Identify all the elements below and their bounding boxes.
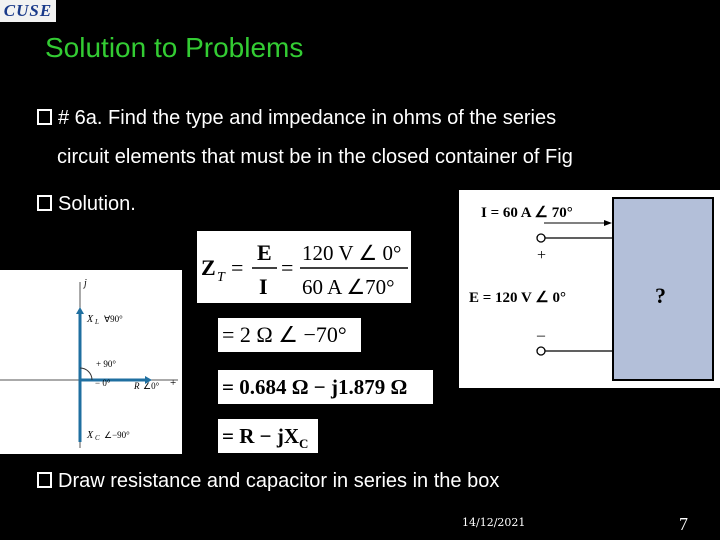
equation-polar: = 2 Ω ∠ −70° [218, 318, 361, 352]
problem-line2: circuit elements that must be in the closed container of Fig [57, 146, 573, 168]
phasor-diagram [0, 270, 182, 454]
r-angle: ∠0° [143, 381, 160, 391]
svg-text:=: = [281, 255, 294, 280]
zt-label: Z [201, 255, 216, 280]
logo-text: CUSE [3, 1, 53, 20]
zt-sub: T [217, 270, 225, 285]
plus90-label: + 90° [96, 359, 116, 369]
current-label: I = 60 A ∠ 70° [481, 205, 573, 221]
xc-sub: C [95, 434, 100, 442]
bullet-solution [37, 193, 136, 216]
line4-text: = R − jX [222, 424, 300, 448]
bullet-problem [37, 107, 556, 130]
phasor-plus: + [170, 377, 177, 389]
xc-angle: ∠−90° [104, 430, 130, 440]
bullet-box-icon [37, 472, 52, 488]
logo [0, 0, 56, 22]
problem-line1: # 6a. Find the type and impedance in ohms of the series [58, 107, 557, 129]
r-label: R [134, 381, 140, 391]
equation-r-jxc [218, 419, 318, 453]
xl-angle: ∀90° [104, 314, 123, 324]
solution-label: Solution. [58, 193, 136, 215]
unknown-symbol: ? [655, 283, 666, 308]
xc-label: X [87, 430, 94, 441]
voltage-label: E = 120 V ∠ 0° [469, 290, 567, 306]
plus-terminal: + [537, 247, 547, 264]
j-axis-label: j [84, 278, 87, 289]
minus-terminal: – [537, 327, 545, 344]
page-number: 7 [679, 514, 688, 534]
den-value: 60 A ∠70° [302, 275, 395, 299]
num-value: 120 V ∠ 0° [302, 241, 402, 265]
footer-date: 14/12/2021 [462, 516, 526, 529]
num-e: E [257, 240, 272, 265]
slide-title: Solution to Problems [45, 32, 304, 63]
xl-label: X [87, 314, 94, 325]
equation-zt [197, 231, 411, 303]
svg-text:=: = [231, 255, 244, 280]
bullet-draw [37, 470, 499, 493]
xl-sub: L [95, 318, 99, 326]
minus-deg-label: − 0° [95, 378, 111, 388]
equation-rectangular: = 0.684 Ω − j1.879 Ω [218, 370, 433, 404]
draw-instruction: Draw resistance and capacitor in series in the box [58, 470, 500, 492]
line4-sub: C [299, 436, 309, 452]
circuit-diagram [459, 190, 720, 388]
bullet-box-icon [37, 109, 52, 125]
bullet-box-icon [37, 195, 52, 211]
den-i: I [259, 274, 268, 299]
